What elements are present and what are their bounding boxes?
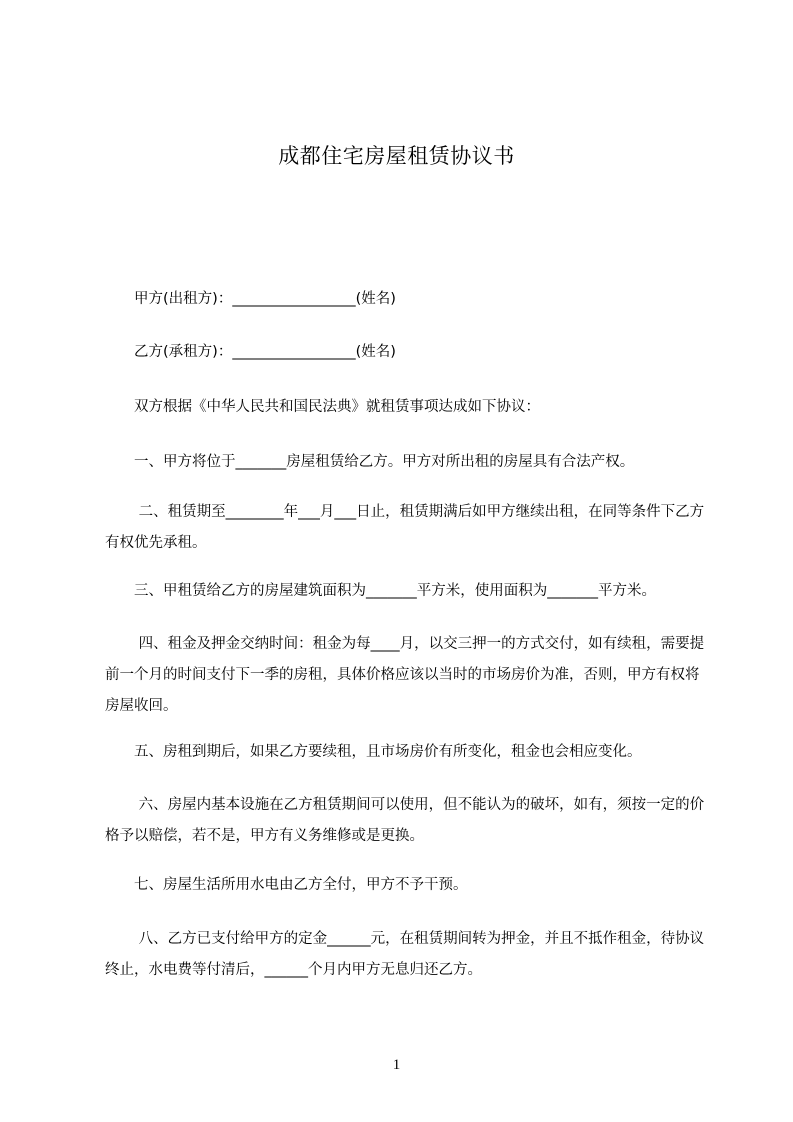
clause-7: 七、房屋生活所用水电由乙方全付，甲方不予干预。 bbox=[105, 877, 468, 893]
clause-3: 三、甲租赁给乙方的房屋建筑面积为_______平方米，使用面积为_______平方米。 bbox=[105, 583, 656, 599]
document-title: 成都住宅房屋租赁协议书 bbox=[278, 144, 515, 168]
party-a-line: 甲方(出租方)：_________________(姓名) bbox=[105, 291, 396, 307]
clause-4: 四、租金及押金交纳时间：租金为每____月，以交三押一的方式交付，如有续租，需要提前一个月的时间支付下一季的房租，具体价格应该以当时的市场房价为准，否则，甲方有权将房屋收回。 bbox=[105, 636, 705, 714]
preamble-paragraph: 双方根据《中华人民共和国民法典》就租赁事项达成如下协议： bbox=[105, 399, 540, 415]
page-number: 1 bbox=[392, 1057, 401, 1073]
clause-5: 五、房租到期后，如果乙方要续租，且市场房价有所变化，租金也会相应变化。 bbox=[105, 744, 642, 760]
clause-1: 一、甲方将位于_______房屋租赁给乙方。甲方对所出租的房屋具有合法产权。 bbox=[105, 454, 635, 470]
clause-6: 六、房屋内基本设施在乙方租赁期间可以使用，但不能认为的破坏，如有，须按一定的价格予以赔偿，若不是，甲方有义务维修或是更换。 bbox=[105, 797, 705, 844]
party-b-line: 乙方(承租方)：_________________(姓名) bbox=[105, 344, 396, 360]
clause-2: 二、租赁期至________年___月___日止，租赁期满后如甲方继续出租，在同等条件下乙方有权优先承租。 bbox=[105, 504, 705, 551]
clause-8: 八、乙方已支付给甲方的定金______元，在租赁期间转为押金，并且不抵作租金，待协议终止，水电费等付清后，______个月内甲方无息归还乙方。 bbox=[105, 931, 705, 978]
